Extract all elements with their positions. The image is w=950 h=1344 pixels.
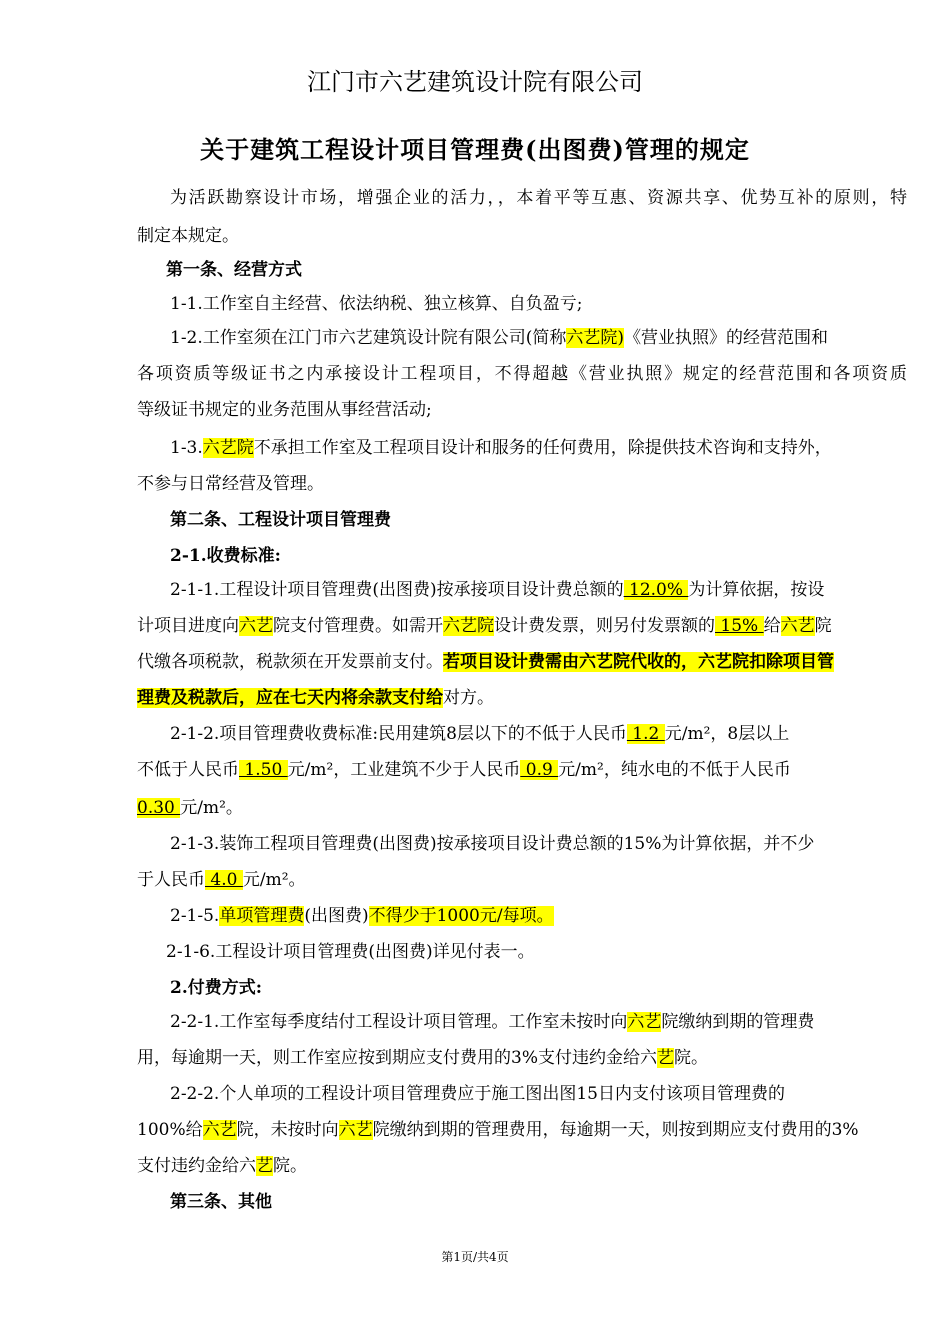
highlight: 0.30 [137,798,181,818]
section-2-2-heading: 2.付费方式: [170,978,263,998]
clause-2-2-2-line-2: 100%给六艺院，未按时向六艺院缴纳到期的管理费用，每逾期一天，则按到期应支付费用的3% [137,1120,859,1140]
rate-value: 12.0% [623,580,689,600]
highlight: 六艺院 [202,438,254,458]
clause-2-1-3-line-1: 2-1-3.装饰工程项目管理费(出图费)按承接项目设计费总额的15%为计算依据，并不少 [170,834,815,854]
highlight: 理费及税款后，应在七天内将余款支付给 [137,688,443,708]
clause-1-1: 1-1.工作室自主经营、依法纳税、独立核算、自负盈亏; [170,294,583,314]
highlight: 艺 [656,1048,674,1068]
intro-line-2: 制定本规定。 [137,226,239,246]
clause-1-3-line-1: 1-3.六艺院不承担工作室及工程项目设计和服务的任何费用，除提供技术咨询和支持外， [170,438,832,458]
clause-2-1-2-line-1: 2-1-2.项目管理费收费标准:民用建筑8层以下的不低于人民币 1.2 元/m²，8层以上 [170,724,790,744]
clause-2-1-2-line-2: 不低于人民币 1.50 元/m²，工业建筑不少于人民币 0.9 元/m²，纯水电的不低于人民币 [137,760,791,780]
highlight: 六艺 [627,1012,662,1032]
highlight: 六艺 [338,1120,373,1140]
intro-line-1: 为活跃勘察设计市场，增强企业的活力，，本着平等互惠、资源共享、优势互补的原则，特 [170,188,907,208]
highlight: 若项目设计费需由六艺院代收的，六艺院扣除项目管 [443,652,834,672]
rate-value: 15% [715,616,764,636]
company-name: 江门市六艺建筑设计院有限公司 [307,68,643,96]
clause-2-1-6: 2-1-6.工程设计项目管理费(出图费)详见付表一。 [166,942,535,962]
clause-1-2-line-1: 1-2.工作室须在江门市六艺建筑设计院有限公司(简称六艺院)《营业执照》的经营范围和 [170,328,829,348]
highlight: 不得少于1000元/每项。 [368,906,554,926]
clause-2-1-1-line-2: 计项目进度向六艺院支付管理费。如需开六艺院设计费发票，则另付发票额的 15% 给六艺院 [137,616,832,636]
highlight: 1.50 [239,760,288,780]
clause-2-2-1-line-2: 用，每逾期一天，则工作室应按到期应支付费用的3%支付违约金给六艺院。 [137,1048,708,1068]
page-number-footer: 第1页/共4页 [441,1250,509,1264]
clause-2-2-2-line-3: 支付违约金给六艺院。 [137,1156,307,1176]
clause-2-1-5: 2-1-5.单项管理费(出图费)不得少于1000元/每项。 [170,906,554,926]
highlight: 1.2 [626,724,665,744]
highlight: 艺 [256,1156,273,1176]
clause-2-2-2-line-1: 2-2-2.个人单项的工程设计项目管理费应于施工图出图15日内支付该项目管理费的 [170,1084,785,1104]
highlight: 六艺 [202,1120,237,1140]
highlight: 六艺院) [566,328,625,348]
highlight: 六艺 [239,616,273,636]
highlight: 4.0 [205,870,243,890]
article-2-heading: 第二条、工程设计项目管理费 [170,510,391,530]
section-2-1-heading: 2-1.收费标准: [170,546,281,566]
clause-1-2-line-2: 各项资质等级证书之内承接设计工程项目，不得超越《营业执照》规定的经营范围和各项资质 [137,364,907,384]
document-title: 关于建筑工程设计项目管理费(出图费)管理的规定 [200,135,750,164]
clause-2-2-1-line-1: 2-2-1.工作室每季度结付工程设计项目管理。工作室未按时向六艺院缴纳到期的管理费 [170,1012,815,1032]
highlight: 单项管理费 [219,906,305,926]
article-1-heading: 第一条、经营方式 [166,260,302,280]
article-3-heading: 第三条、其他 [170,1192,272,1212]
highlight: 六艺院 [443,616,494,636]
clause-1-3-line-2: 不参与日常经营及管理。 [137,474,324,494]
clause-2-1-3-line-2: 于人民币 4.0 元/m²。 [137,870,306,890]
clause-1-2-line-3: 等级证书规定的业务范围从事经营活动; [137,400,432,420]
highlight: 六艺 [780,616,815,636]
clause-2-1-1-line-4: 理费及税款后，应在七天内将余款支付给对方。 [137,688,494,708]
clause-2-1-1-line-1: 2-1-1.工程设计项目管理费(出图费)按承接项目设计费总额的 12.0% 为计算依据，按设 [170,580,825,600]
highlight: 0.9 [520,760,559,780]
clause-2-1-2-line-3: 0.30 元/m²。 [137,798,243,818]
clause-2-1-1-line-3: 代缴各项税款，税款须在开发票前支付。若项目设计费需由六艺院代收的，六艺院扣除项目管 [137,652,834,672]
